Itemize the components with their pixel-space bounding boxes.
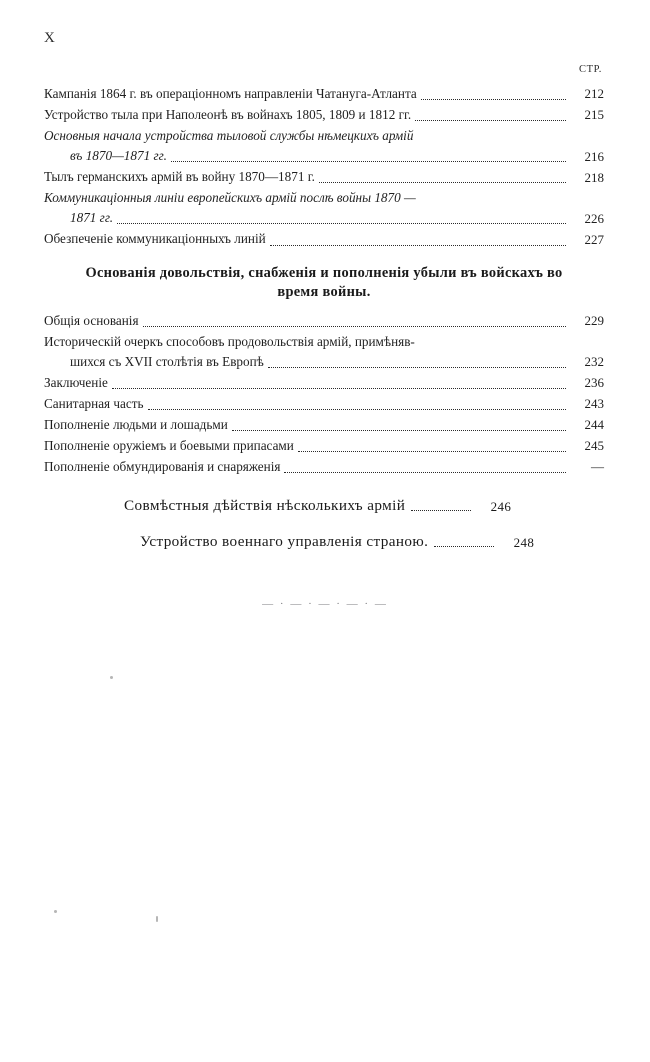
toc-entry-page: 243 [584,396,604,412]
table-of-contents [44,84,604,551]
toc-section-heading: Основанія довольствія, снабженія и пополненія убыли въ войскахъ во время войны. [85,264,563,300]
toc-entry-title: Кампанія 1864 г. въ операціонномъ направленіи Чатануга-Атланта [44,86,417,101]
toc-entry-title: Обезпеченіе коммуникаціонныхъ линій [44,231,266,247]
toc-entry-page: 212 [584,86,604,102]
toc-entry-page: 227 [584,231,604,247]
toc-major-entry-page: 246 [490,499,512,515]
toc-entry-title: Тылъ германскихъ армій въ войну 1870—1871 г. [44,169,315,185]
toc-entry-title-cont: 1871 гг. [70,210,114,226]
toc-leader [411,510,471,511]
toc-entry-title: Заключеніе [44,374,108,390]
toc-entry[interactable] [44,373,604,393]
toc-entry-title: Пополненіе оружіемъ и боевыми припасами [44,437,294,453]
toc-entry[interactable] [44,457,604,477]
toc-entry-page: 244 [584,417,604,433]
page-folio: X [44,30,56,46]
toc-entry[interactable] [44,229,604,249]
toc-entry[interactable] [44,126,604,166]
toc-leader [415,120,566,121]
toc-entry[interactable] [44,394,604,414]
toc-major-entry-page: 248 [513,535,535,551]
page-speck [54,910,57,913]
toc-entry[interactable] [44,188,604,228]
toc-leader [298,451,566,452]
toc-entry[interactable] [44,167,604,187]
toc-entry-page: 216 [584,148,604,164]
toc-leader [284,472,566,473]
toc-leader [171,161,566,162]
page-speck [156,916,158,922]
toc-major-entry-title: Совмѣстныя дѣйствія нѣсколькихъ армій [124,497,406,515]
toc-leader [421,99,566,100]
page-speck [110,676,113,679]
toc-major-entry[interactable] [44,497,604,515]
toc-entry-title: Устройство тыла при Наполеонѣ въ войнахъ 1805, 1809 и 1812 гг. [44,107,412,123]
toc-entry-title: Основныя начала устройства тыловой службы нѣмецкихъ армій [44,128,414,144]
toc-leader [112,388,566,389]
toc-leader [319,182,566,183]
toc-major-entry-title: Устройство военнаго управленія страною. [140,533,429,551]
toc-entry-title: Пополненіе людьми и лошадьми [44,416,228,432]
toc-entry[interactable] [44,311,604,331]
toc-entry-title: Коммуникаціонныя линіи европейскихъ армій послѣ войны 1870 — [44,190,416,206]
toc-leader [232,430,566,431]
toc-entry[interactable] [44,436,604,456]
toc-entry-title: Общія основанія [44,312,139,328]
toc-entry[interactable] [44,105,604,125]
toc-entry-page: 218 [584,169,604,185]
toc-entry[interactable] [44,84,604,104]
page-column-header: СТР. [579,64,602,75]
toc-leader [148,409,566,410]
toc-entry[interactable] [44,415,604,435]
toc-entry-title: Историческій очеркъ способовъ продовольствія армій, примѣняв- [44,333,415,349]
toc-entry-page: 229 [584,312,604,328]
toc-leader [143,326,566,327]
toc-entry-page: 232 [584,353,604,369]
toc-entry-title: Санитарная часть [44,395,144,411]
toc-entry-title-cont: въ 1870—1871 гг. [70,148,167,164]
toc-entry[interactable] [44,332,604,372]
toc-entry-page: — [591,459,604,475]
toc-entry-page: 215 [584,107,604,123]
toc-leader [117,223,566,224]
toc-leader [270,245,566,246]
toc-entry-page: 226 [584,210,604,226]
toc-entry-title-cont: шихся съ XVII столѣтія въ Европѣ [70,353,264,369]
toc-leader [268,367,566,368]
toc-entry-page: 236 [584,375,604,391]
toc-entry-title: Пополненіе обмундированія и снаряженія [44,458,281,474]
ornament-divider: — · — · — · — · — [262,598,388,610]
toc-leader [434,546,494,547]
toc-major-entry[interactable] [44,533,604,551]
toc-entry-page: 245 [584,438,604,454]
